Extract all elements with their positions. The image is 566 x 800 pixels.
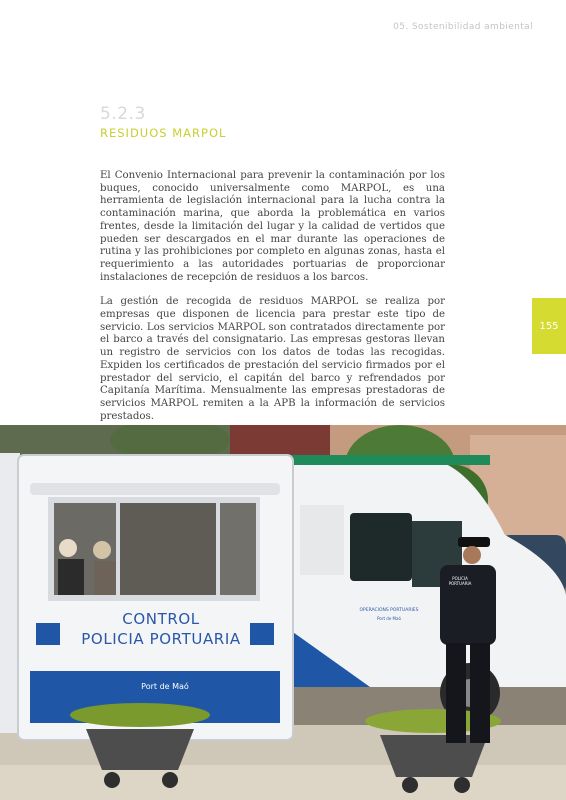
running-header: 05. Sostenibilidad ambiental (393, 22, 533, 32)
photo-port-police-booth (0, 425, 566, 800)
van-label: OPERACIONS PORTUARIES (359, 608, 419, 613)
section-title: RESIDUOS MARPOL (100, 126, 227, 140)
booth-sign-line-2: POLICIA PORTUARIA (81, 630, 241, 648)
section-number: 5.2.3 (100, 104, 146, 124)
officer-vest-label: POLICIA PORTUARIA (448, 576, 472, 586)
booth-sign-line-1: CONTROL (122, 610, 200, 628)
paragraph-1: El Convenio Internacional para prevenir la contaminación por los buques, conocido universalmente como MARPOL, es una herramienta de legislación internacional para la lucha contra la contaminación marina, que aborda la problemática en varios frentes, desde la limitación del lugar y la calidad de vertidos que pueden ser descargados en el mar durante las operaciones de rutina y las prohibiciones por completo en algunas zonas, hasta el requerimiento a las autoridades portuarias de proporcionar instalaciones de recepción de residuos a los barcos. (100, 170, 445, 283)
van-sub-label: Port de Maó (377, 616, 401, 621)
page-number: 155 (539, 320, 559, 332)
page-number-tab (532, 298, 566, 354)
paragraph-2: La gestión de recogida de residuos MARPOL se realiza por empresas que disponen de licencia para prestar este tipo de servicio. Los servicios MARPOL son contratados directamente por el barco a través del consignatario. Las empresas gestoras llevan un registro de servicios con los datos de todas las recogidas. Expiden los certificados de prestación del servicio firmados por el prestador del servicio, el capitán del barco y refrendados por Capitanía Marítima. Mensualmente las empresas prestadoras de servicios MARPOL remiten a la APB la información de servicios prestados. (100, 296, 445, 422)
booth-port-label: Port de Maó (141, 682, 189, 691)
body-text (100, 170, 445, 435)
